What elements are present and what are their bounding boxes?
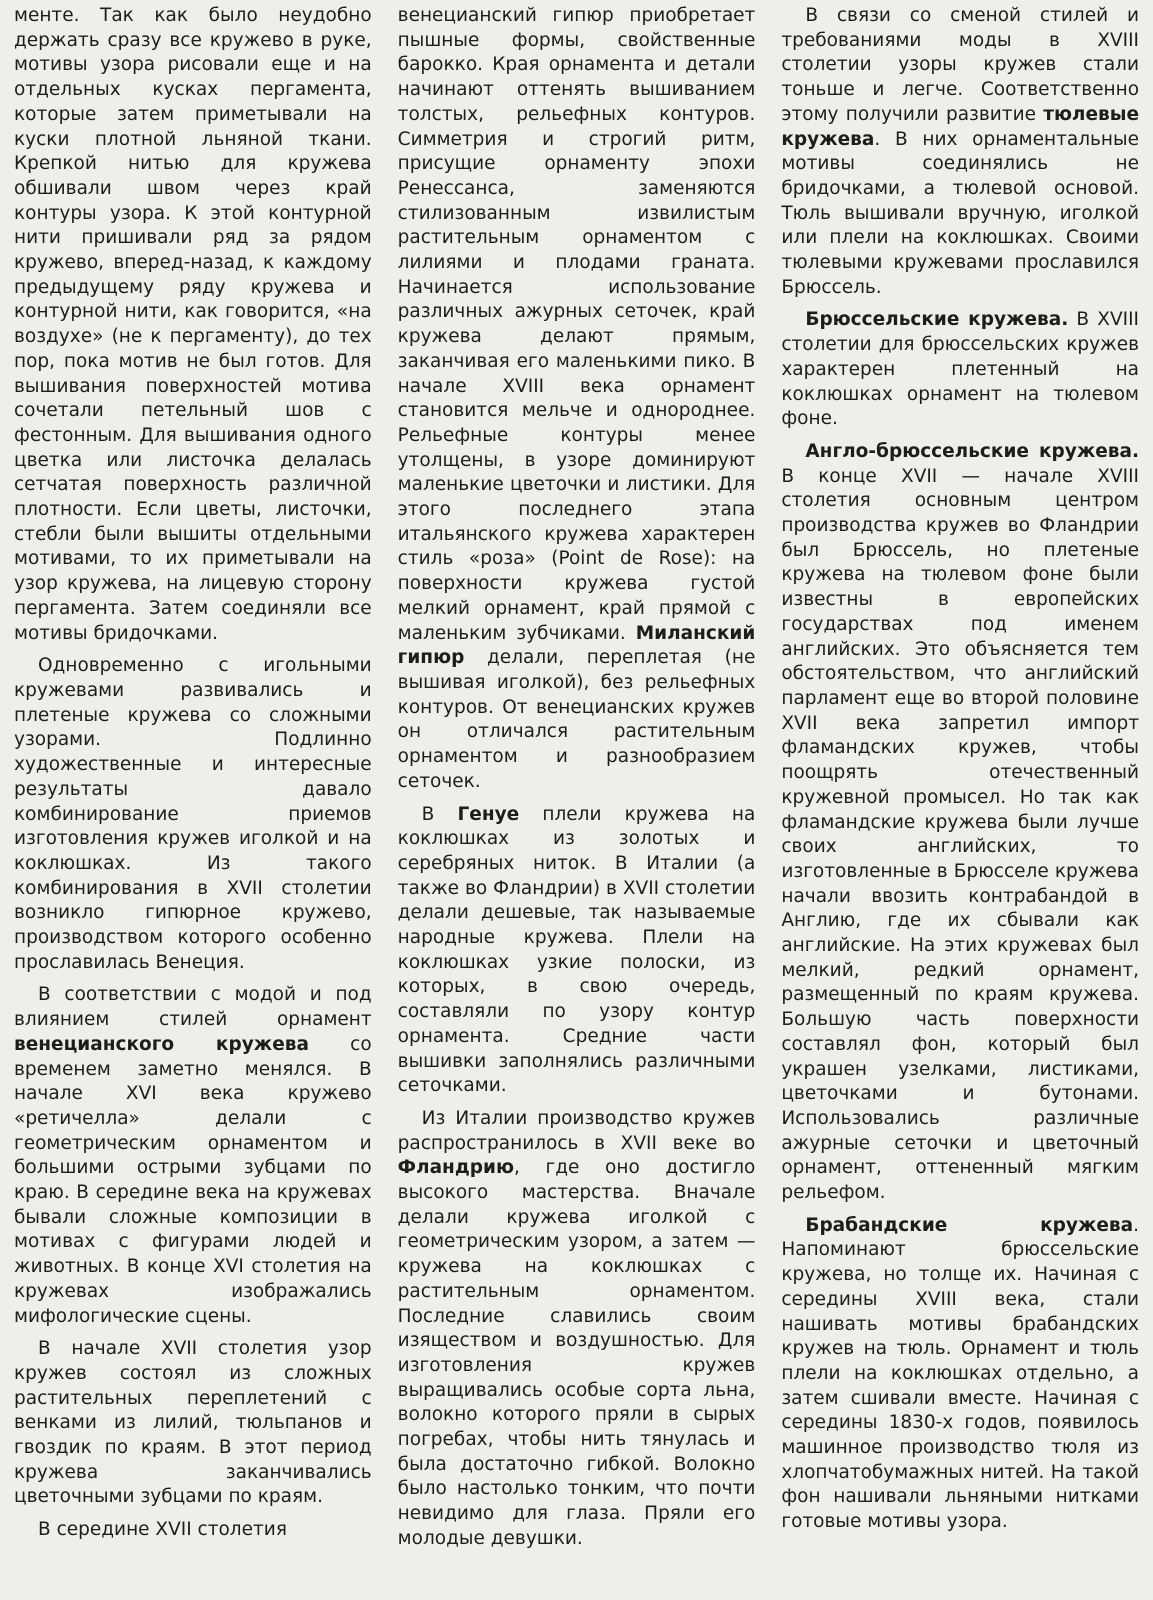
text-run: Из Италии производство кружев распространилось в XVII веке во xyxy=(397,1107,756,1154)
paragraph xyxy=(781,308,1139,432)
bold-term: Брюссельские кружева. xyxy=(805,309,1069,331)
text-run: Одновременно с игольными кружевами развивались и плетеные кружева со сложными узорами. Подлинно художественные и интересные результаты давало комбинирование приемов изготовления кружев иголкой и на коклюшках. Из такого комбинирования в XVII столетии возникло гипюрное кружево, производством которого особенно прославилась Венеция. xyxy=(14,655,372,973)
text-run: В связи со сменой стилей и требованиями моды в XVIII столетии узоры кружев стали тоньше и легче. Соответственно этому получили развитие xyxy=(781,5,1140,125)
paragraph xyxy=(14,1337,372,1510)
paragraph xyxy=(14,1518,372,1543)
text-run: делали, переплетая (не вышивая иголкой), без рельефных контуров. От венецианских кружев он отличался растительным орнаментом и разнообразием сеточек. xyxy=(397,647,756,792)
bold-term: Генуе xyxy=(457,803,520,825)
paragraph xyxy=(14,654,372,975)
text-run: плели кружева на коклюшках из золотых и серебряных ниток. В Италии (а также во Фландрии) в XVII столетии делали дешевые, так называемые народные кружева. Плели на коклюшках узкие полоски, из которых, в свою очередь, составляли по узору контур орнамента. Средние части вышивки заполнялись различными сеточками. xyxy=(397,803,756,1097)
paragraph xyxy=(398,803,756,1099)
text-run: В начале XVII столетия узор кружев состоял из сложных растительных переплетений с венками из лилий, тюльпанов и гвоздик по краям. В этот период кружева заканчивались цветочными зубцами по краям. xyxy=(14,1338,372,1508)
text-run: со временем заметно менялся. В начале XVI века кружево «ретичелла» делали с геометрическим орнаментом и большими острыми зубцами по краю. В середине века на кружевах бывали сложные композиции в мотивах с фигурами людей и животных. В конце XVI столетия на кружевах изображались мифологические сцены. xyxy=(14,1033,372,1327)
bold-term: венецианского кружева xyxy=(14,1033,309,1055)
paragraph xyxy=(398,4,756,795)
paragraph xyxy=(781,440,1139,1206)
text-run: венецианский гипюр приобретает пышные формы, свойственные барокко. Края орнамента и детали начинают оттенять вышиванием толстых, рельефных контуров. Симметрия и строгий ритм, присущие орнаменту эпохи Ренессанса, заменяются стилизованным извилистым растительным орнаментом с лилиями и плодами граната. Начинается использование различных ажурных сеточек, край кружева делают прямым, заканчивая его маленькими пико. В начале XVIII века орнамент становится мельче и однороднее. Рельефные контуры менее утолщены, в узоре доминируют маленькие цветочки и листики. Для этого последнего этапа итальянского кружева характерен стиль «роза» (Point de Rose): на поверхности кружева густой мелкий орнамент, край прямой с маленьким зубчиками. xyxy=(397,5,756,644)
bold-term: тюлевые кружева xyxy=(781,103,1140,150)
paragraph xyxy=(781,4,1139,300)
paragraph xyxy=(781,1214,1139,1535)
bold-term: Фландрию xyxy=(397,1157,514,1179)
text-run: В xyxy=(421,803,458,825)
text-run: . В них орнаментальные мотивы соединялись не бридочками, а тюлевой основой. Тюль вышивали вручную, иголкой или плели на коклюшках. Своими тюлевыми кружевами прославился Брюссель. xyxy=(781,128,1140,298)
text-run: В соответствии с модой и под влиянием стилей орнамент xyxy=(14,984,372,1031)
text-column-1 xyxy=(14,4,372,1600)
text-run: менте. Так как было неудобно держать сразу все кружево в руке, мотивы узора рисовали еще и на отдельных кусках пергамента, которые затем приметывали на куски плотной льняной ткани. Крепкой нитью для кружева обшивали швом через край контуры узора. К этой контурной нити пришивали ряд за рядом кружево, вперед-назад, к каждому предыдущему ряду кружева и контурной нити, как говорится, «на воздухе» (не к пергаменту), до тех пор, пока мотив не был готов. Для вышивания поверхностей мотива сочетали петельный шов с фестонным. Для вышивания одного цветка или листочка делалась сетчатая поверхность различной плотности. Если цветы, листочки, стебли были вышиты отдельными мотивами, то их приметывали на узор кружева, на лицевую сторону пергамента. Затем соединяли все мотивы бридочками. xyxy=(14,5,372,644)
paragraph xyxy=(398,1107,756,1552)
text-column-2 xyxy=(398,4,756,1600)
text-run: В XVIII столетии для брюссельских кружев характерен плетенный на коклюшках орнамент на тюлевом фоне. xyxy=(781,309,1140,430)
text-run: В конце XVII — начале XVIII столетия основным центром производства кружев во Фландрии был Брюссель, но плетеные кружева на тюлевом фоне были известны в европейских государствах под именем английских. Это объясняется тем обстоятельством, что английский парламент еще во второй половине XVII века запретил импорт фламандских кружев, чтобы поощрять отечественный кружевной промысел. Но так как фламандские кружева были лучше своих английских, то изготовленные в Брюсселе кружева начали ввозить контрабандой в Англию, где их сбывали как английские. На этих кружевах был мелкий, редкий орнамент, размещенный по краям кружева. Большую часть поверхности составлял фон, который был украшен узелками, листиками, цветочками и бутонами. Использовались различные ажурные сеточки и цветочный орнамент, оттененный мягким рельефом. xyxy=(781,465,1140,1204)
text-run: . Напоминают брюссельские кружева, но толще их. Начиная с середины XVIII века, стали нашивать мотивы брабандских кружев на тюль. Орнамент и тюль плели на коклюшках отдельно, а затем сшивали вместе. Начиная с середины 1830-х годов, появилось машинное производство тюля из хлопчатобумажных нитей. На такой фон нашивали льняными нитками готовые мотивы узора. xyxy=(781,1214,1140,1533)
paragraph xyxy=(14,983,372,1329)
bold-term: Англо-брюссельские кружева. xyxy=(805,440,1140,462)
text-column-3 xyxy=(781,4,1139,1600)
bold-term: Брабандские кружева xyxy=(805,1214,1134,1236)
text-run: , где оно достигло высокого мастерства. Вначале делали кружева иголкой с геометрическим узором, а затем — кружева на коклюшках с растительным орнаментом. Последние славились своим изяществом и воздушностью. Для изготовления кружев выращивались особые сорта льна, волокно которого пряли в сырых погребах, чтобы нить тянулась и была достаточно гибкой. Волокно было настолько тонким, что почти невидимо для глаза. Пряли его молодые девушки. xyxy=(397,1157,756,1549)
text-run: В середине XVII столетия xyxy=(38,1519,287,1541)
paragraph xyxy=(14,4,372,646)
bold-term: Миланский гипюр xyxy=(397,622,756,669)
